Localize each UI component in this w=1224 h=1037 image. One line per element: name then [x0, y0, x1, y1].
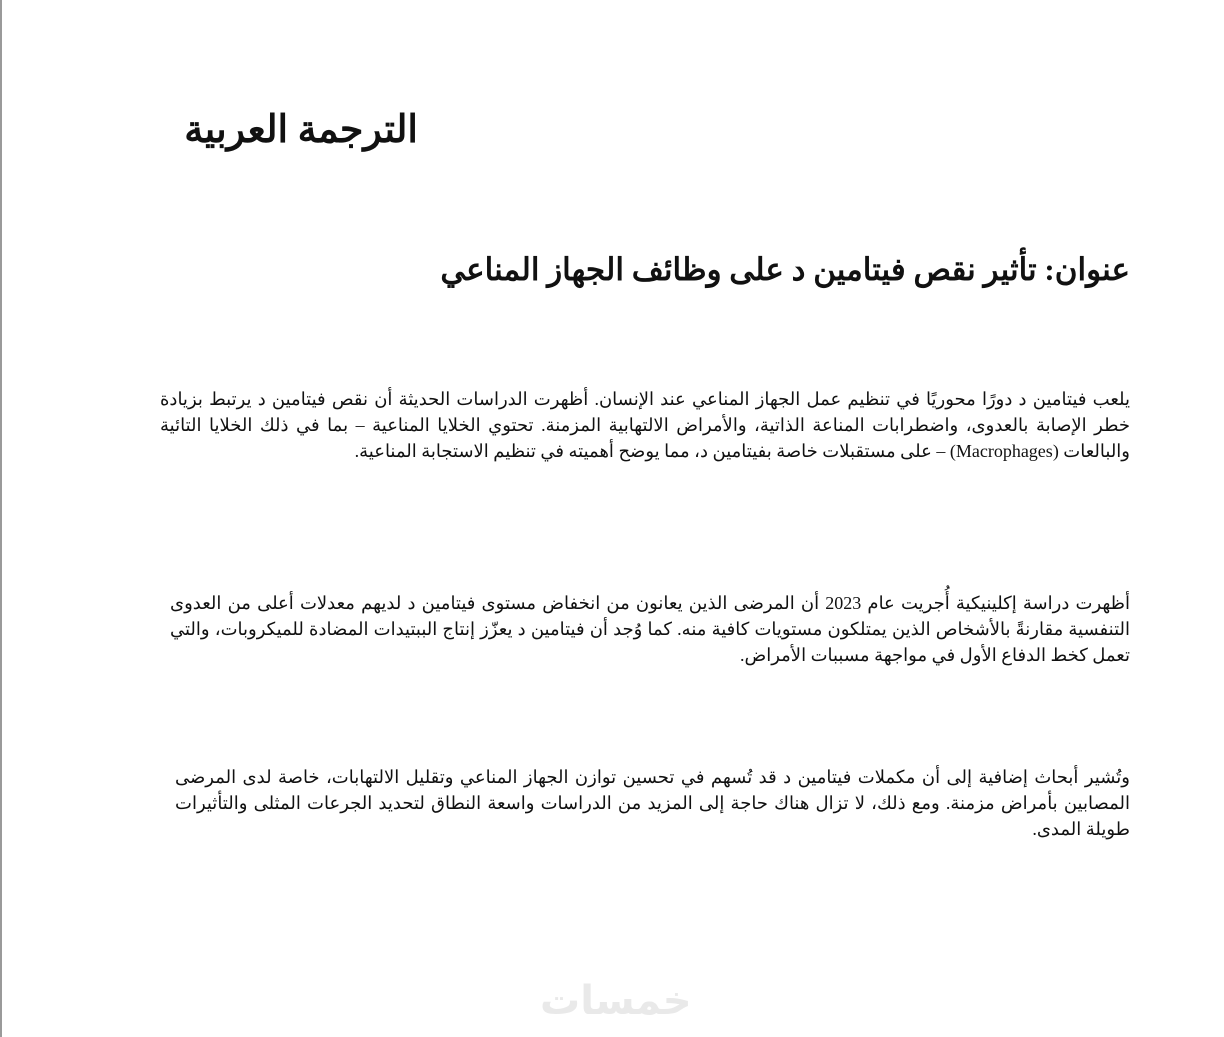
page-edge: [0, 0, 2, 1037]
document-page: [160, 0, 1130, 1037]
watermark-logo: خمسات: [540, 978, 692, 1024]
document-title: الترجمة العربية: [184, 109, 418, 151]
paragraph-1: يلعب فيتامين د دورًا محوريًا في تنظيم عمل الجهاز المناعي عند الإنسان. أظهرت الدراسات الحديثة أن نقص فيتامين د يرتبط بزيادة خطر الإصابة بالعدوى، واضطرابات المناعة الذاتية، والأمراض الالتهابية المزمنة. تحتوي الخلايا المناعية – بما في ذلك الخلايا التائية والبالعات (Macrophages) – على مستقبلات خاصة بفيتامين د، مما يوضح أهميته في تنظيم الاستجابة المناعية.: [160, 389, 1130, 461]
paragraph-2: أظهرت دراسة إكلينيكية أُجريت عام 2023 أن المرضى الذين يعانون من انخفاض مستوى فيتامين د لديهم معدلات أعلى من العدوى التنفسية مقارنةً بالأشخاص الذين يمتلكون مستويات كافية منه. كما وُجد أن فيتامين د يعزّز إنتاج الببتيدات المضادة للميكروبات، والتي تعمل كخط الدفاع الأول في مواجهة مسببات الأمراض.: [170, 593, 1131, 665]
paragraph-3: وتُشير أبحاث إضافية إلى أن مكملات فيتامين د قد تُسهم في تحسين توازن الجهاز المناعي وتقليل الالتهابات، خاصة لدى المرضى المصابين بأمراض مزمنة. ومع ذلك، لا تزال هناك حاجة إلى المزيد من الدراسات واسعة النطاق لتحديد الجرعات المثلى والتأثيرات طويلة المدى.: [175, 767, 1130, 839]
document-subtitle: عنوان: تأثير نقص فيتامين د على وظائف الجهاز المناعي: [440, 252, 1130, 287]
